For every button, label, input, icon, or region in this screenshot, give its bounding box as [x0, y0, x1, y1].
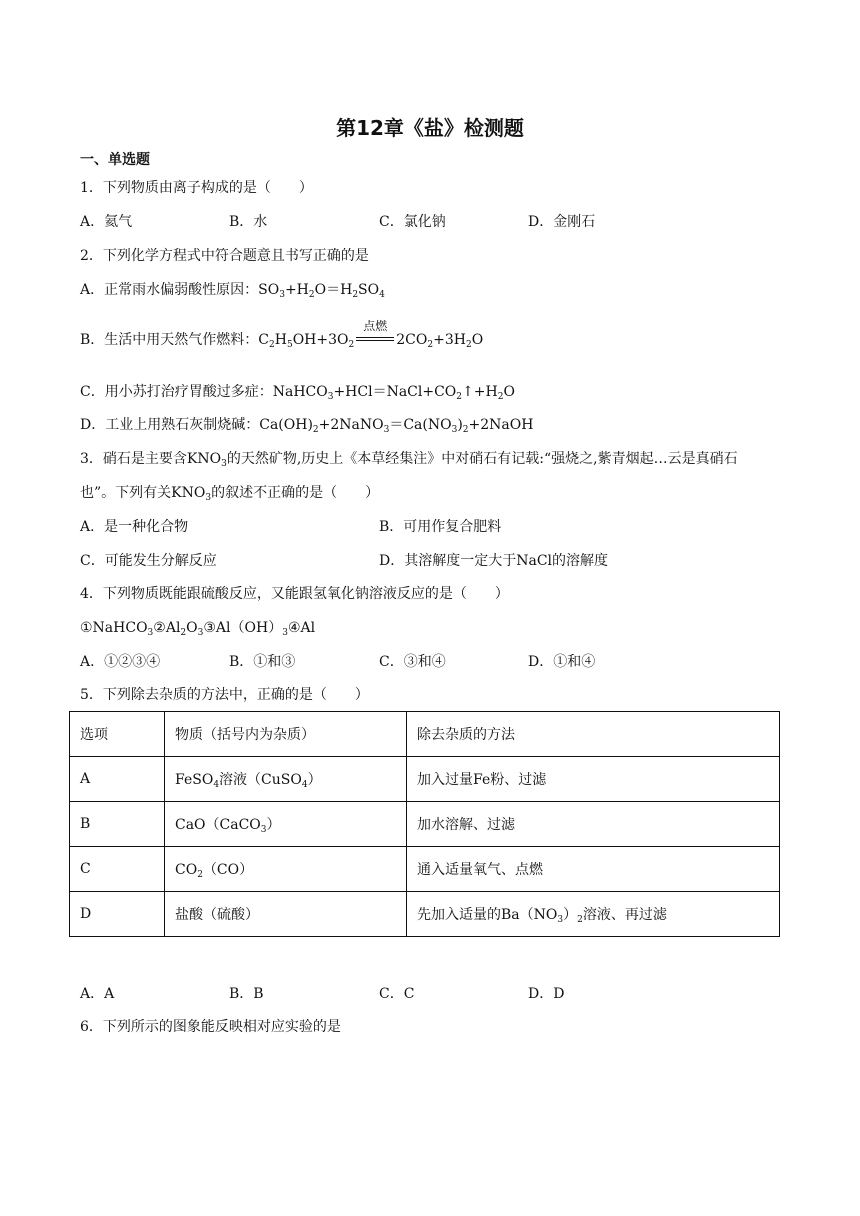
q5-option-c: C．C: [379, 986, 415, 1002]
table-row: [70, 757, 780, 802]
q4-stem: 4．下列物质既能跟硫酸反应，又能跟氢氧化钠溶液反应的是（ ）: [80, 586, 509, 602]
row-label: A: [70, 757, 165, 802]
q3-stem-line2: 也”。下列有关$KNO_3$的叙述不正确的是（ ）: [80, 485, 380, 503]
q4-option-c: C．③和④: [379, 654, 446, 670]
row-substance: 盐酸（硫酸）: [165, 892, 407, 937]
q5-option-a: A．A: [80, 986, 115, 1002]
q1-option-d: D．金刚石: [528, 214, 596, 230]
q4-option-a: A．①②③④: [80, 654, 161, 670]
q1-stem: 1．下列物质由离子构成的是（ ）: [80, 180, 313, 196]
row-method: 先加入适量的$Ba(NO_3)_2$溶液、再过滤: [407, 892, 780, 937]
q6-stem: 6．下列所示的图象能反映相对应实验的是: [80, 1019, 341, 1035]
q1-option-a: A．氦气: [80, 214, 133, 230]
table-header-method: 除去杂质的方法: [407, 712, 780, 757]
table-header-row: [70, 712, 780, 757]
q1-option-b: B．水: [229, 214, 268, 230]
page-title: 第12章《盐》检测题: [336, 116, 524, 140]
q5-option-d: D．D: [528, 986, 565, 1002]
q5-option-b: B．B: [229, 986, 264, 1002]
q2-option-d: D．工业上用熟石灰制烧碱：$Ca(OH)_2+2NaNO_3=Ca(NO_3)_2+2NaOH$: [80, 417, 534, 435]
row-substance: CaO（CaCO$_3$）: [165, 802, 407, 847]
row-method: 加水溶解、过滤: [407, 802, 780, 847]
q3-option-c: C．可能发生分解反应: [80, 553, 217, 569]
q4-option-b: B．①和③: [229, 654, 296, 670]
row-substance: $CO_2(CO)$: [165, 847, 407, 892]
reaction-condition: 点燃: [354, 330, 396, 350]
q2-option-a: A．正常雨水偏弱酸性原因：$SO_3+H_2O=H_2SO_4$: [80, 282, 385, 300]
section-heading: 一、单选题: [80, 152, 150, 168]
q2-option-b: B．生活中用天然气作燃料：$C_2H_5OH+3O_2$ 点燃 $2CO_2+3H_2O$: [80, 319, 484, 350]
q3-stem-line1: 3．硝石是主要含$KNO_3$的天然矿物,历史上《本草经集注》中对硝石有记载:“强烧之,紫青烟起…云是真硝石: [80, 451, 738, 469]
q4-substances: $①NaHCO_3②Al_2O_3③Al(OH)_3④Al$: [80, 620, 316, 638]
q5-stem: 5．下列除去杂质的方法中，正确的是（ ）: [80, 687, 369, 703]
q3-option-a: A．是一种化合物: [80, 519, 189, 535]
q1-option-c: C．氯化钠: [379, 214, 446, 230]
table-row: [70, 802, 780, 847]
table-row: [70, 847, 780, 892]
row-substance: FeSO$_4$溶液（CuSO$_4$）: [165, 757, 407, 802]
row-label: D: [70, 892, 165, 937]
q2-option-c: C．用小苏打治疗胃酸过多症：$NaHCO_3+HCl=NaCl+CO_2↑+H_2O$: [80, 384, 515, 402]
q3-option-b: B．可用作复合肥料: [379, 519, 502, 535]
q4-option-d: D．①和④: [528, 654, 596, 670]
row-label: C: [70, 847, 165, 892]
table-header-substance: 物质（括号内为杂质）: [165, 712, 407, 757]
q3-option-d: D．其溶解度一定大于NaCl的溶解度: [379, 553, 609, 569]
table-header-option: 选项: [70, 712, 165, 757]
q5-table: [69, 711, 780, 937]
row-label: B: [70, 802, 165, 847]
row-method: 通入适量氧气、点燃: [407, 847, 780, 892]
table-row: [70, 892, 780, 937]
q2-stem: 2．下列化学方程式中符合题意且书写正确的是: [80, 248, 369, 264]
row-method: 加入过量Fe粉、过滤: [407, 757, 780, 802]
